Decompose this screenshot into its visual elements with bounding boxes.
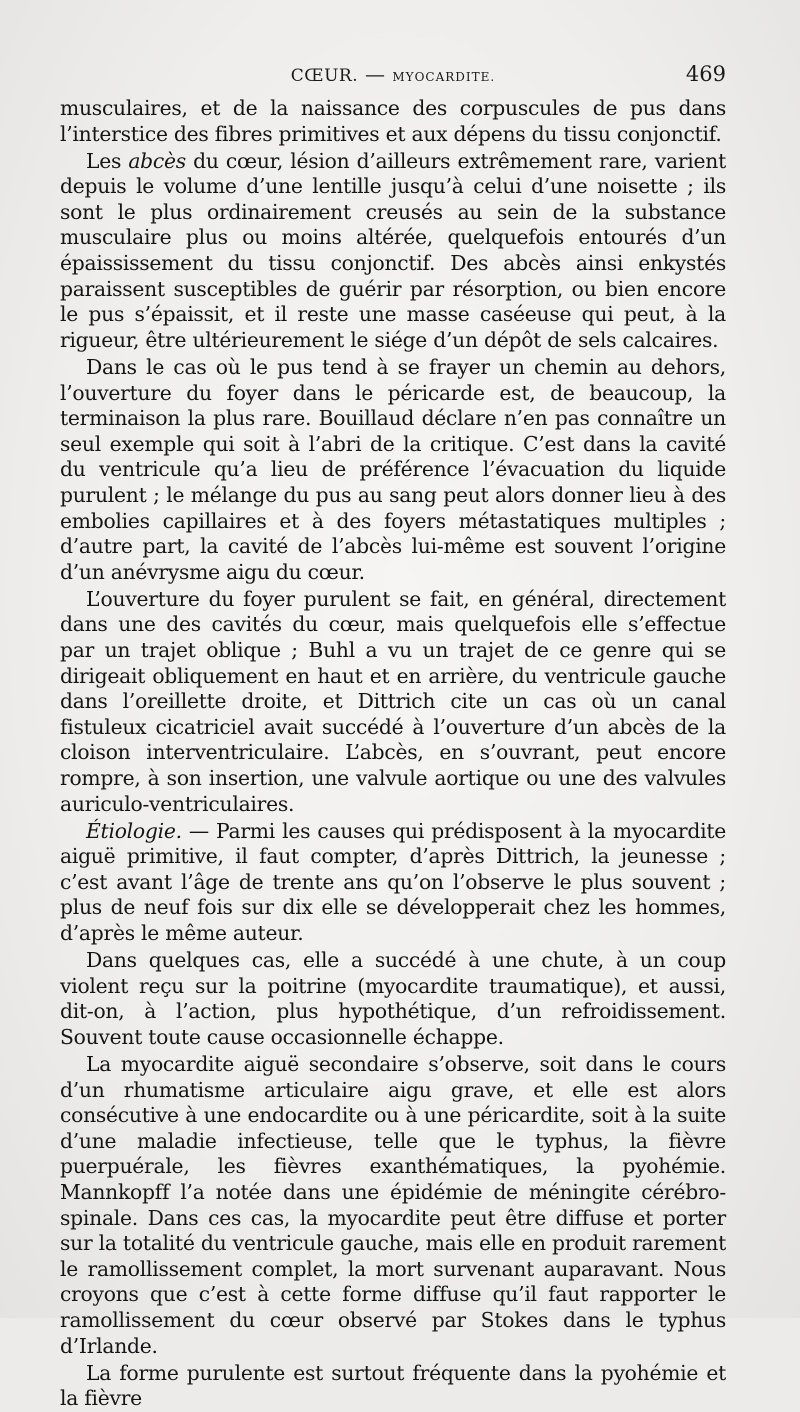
section-heading-etiologie: Étiologie.	[86, 818, 182, 843]
paragraph-continuation	[60, 96, 726, 147]
paragraph-text: du cœur, lésion d’ailleurs extrêmement rare, varient depuis le volume d’une lentille jusqu’à celui d’une noisette ; ils sont le plus ordinairement creusés au sein de la substance musculaire plus ou moins altérée, quelquefois entourés d’un épaississement du tissu conjonctif. Des abcès ainsi enkystés paraissent susceptibles de guérir par résorption, ou bien encore le pus s’épaissit, et il reste une masse caséeuse qui peut, à la rigueur, être ultérieurement le siége d’un dépôt de sels calcaires.	[60, 148, 726, 352]
paragraph-text: Dans quelques cas, elle a succédé à une chute, à un coup violent reçu sur la poitrine (myocardite traumatique), et aussi, dit-on, à l’action, plus hypothétique, d’un refroidissement. Souvent toute cause occasionnelle échappe.	[60, 948, 726, 1049]
body-text	[60, 96, 726, 1412]
paragraph-ouverture-foyer	[60, 587, 726, 817]
paragraph-abces	[60, 149, 726, 354]
paragraph-traumatique	[60, 948, 726, 1050]
running-title-sub: MYOCARDITE.	[392, 70, 496, 84]
paragraph-purulente	[60, 1361, 726, 1412]
page-number: 469	[685, 62, 726, 86]
paragraph-text: — Parmi les causes qui prédisposent à la myocardite aiguë primitive, il faut compter, d’après Dittrich, la jeunesse ; c’est avant l’âge de trente ans qu’on l’observe le plus souvent ; plus de neuf fois sur dix elle se développerait chez les hommes, d’après le même auteur.	[60, 818, 726, 945]
paragraph-etiologie	[60, 819, 726, 947]
paragraph-lead: Les	[86, 148, 129, 173]
paragraph-ouverture-pericarde	[60, 355, 726, 585]
running-header	[60, 62, 726, 92]
running-title-dash: —	[365, 62, 386, 86]
italic-term: abcès	[128, 148, 186, 173]
paragraph-text: La myocardite aiguë secondaire s’observe, soit dans le cours d’un rhumatisme articulaire aigu grave, et elle est alors consécutive à une endocardite ou à une péricardite, soit à la suite d’une maladie infectieuse, telle que le typhus, la fièvre puerpuérale, les fièvres exanthématiques, la pyohémie. Mannkopff l’a notée dans une épidémie de méningite cérébro-spinale. Dans ces cas, la myocardite peut être diffuse et porter sur la totalité du ventricule gauche, mais elle en produit rarement le ramollissement complet, la mort survenant auparavant. Nous croyons que c’est à cette forme diffuse qu’il faut rapporter le ramollissement du cœur observé par Stokes dans le typhus d’Irlande.	[60, 1051, 726, 1358]
running-title	[60, 62, 726, 86]
paragraph-text: musculaires, et de la naissance des corpuscules de pus dans l’interstice des fibres primitives et aux dépens du tissu conjonctif.	[60, 96, 726, 146]
paragraph-text: Dans le cas où le pus tend à se frayer un chemin au dehors, l’ouverture du foyer dans le péricarde est, de beaucoup, la terminaison la plus rare. Bouillaud déclare n’en pas connaître un seul exemple qui soit à l’abri de la critique. C’est dans la cavité du ventricule qu’a lieu de préférence l’évacuation du liquide purulent ; le mélange du pus au sang peut alors donner lieu à des embolies capillaires et à des foyers métastatiques multiples ; d’autre part, la cavité de l’abcès lui-même est souvent l’origine d’un anévrysme aigu du cœur.	[60, 354, 726, 584]
running-title-main: CŒUR.	[290, 66, 359, 86]
paragraph-text: L’ouverture du foyer purulent se fait, en général, directement dans une des cavités du cœur, mais quelquefois elle s’effectue par un trajet oblique ; Buhl a vu un trajet de ce genre qui se dirigeait obliquement en haut et en arrière, du ventricule gauche dans l’oreillette droite, et Dittrich cite un cas où un canal fistuleux cicatriciel avait succédé à l’ouverture d’un abcès de la cloison interventriculaire. L’abcès, en s’ouvrant, peut encore rompre, à son insertion, une valvule aortique ou une des valvules auriculo-ventriculaires.	[60, 586, 726, 816]
paragraph-secondaire	[60, 1052, 726, 1359]
paragraph-text: La forme purulente est surtout fréquente dans la pyohémie et la fièvre	[60, 1360, 726, 1411]
